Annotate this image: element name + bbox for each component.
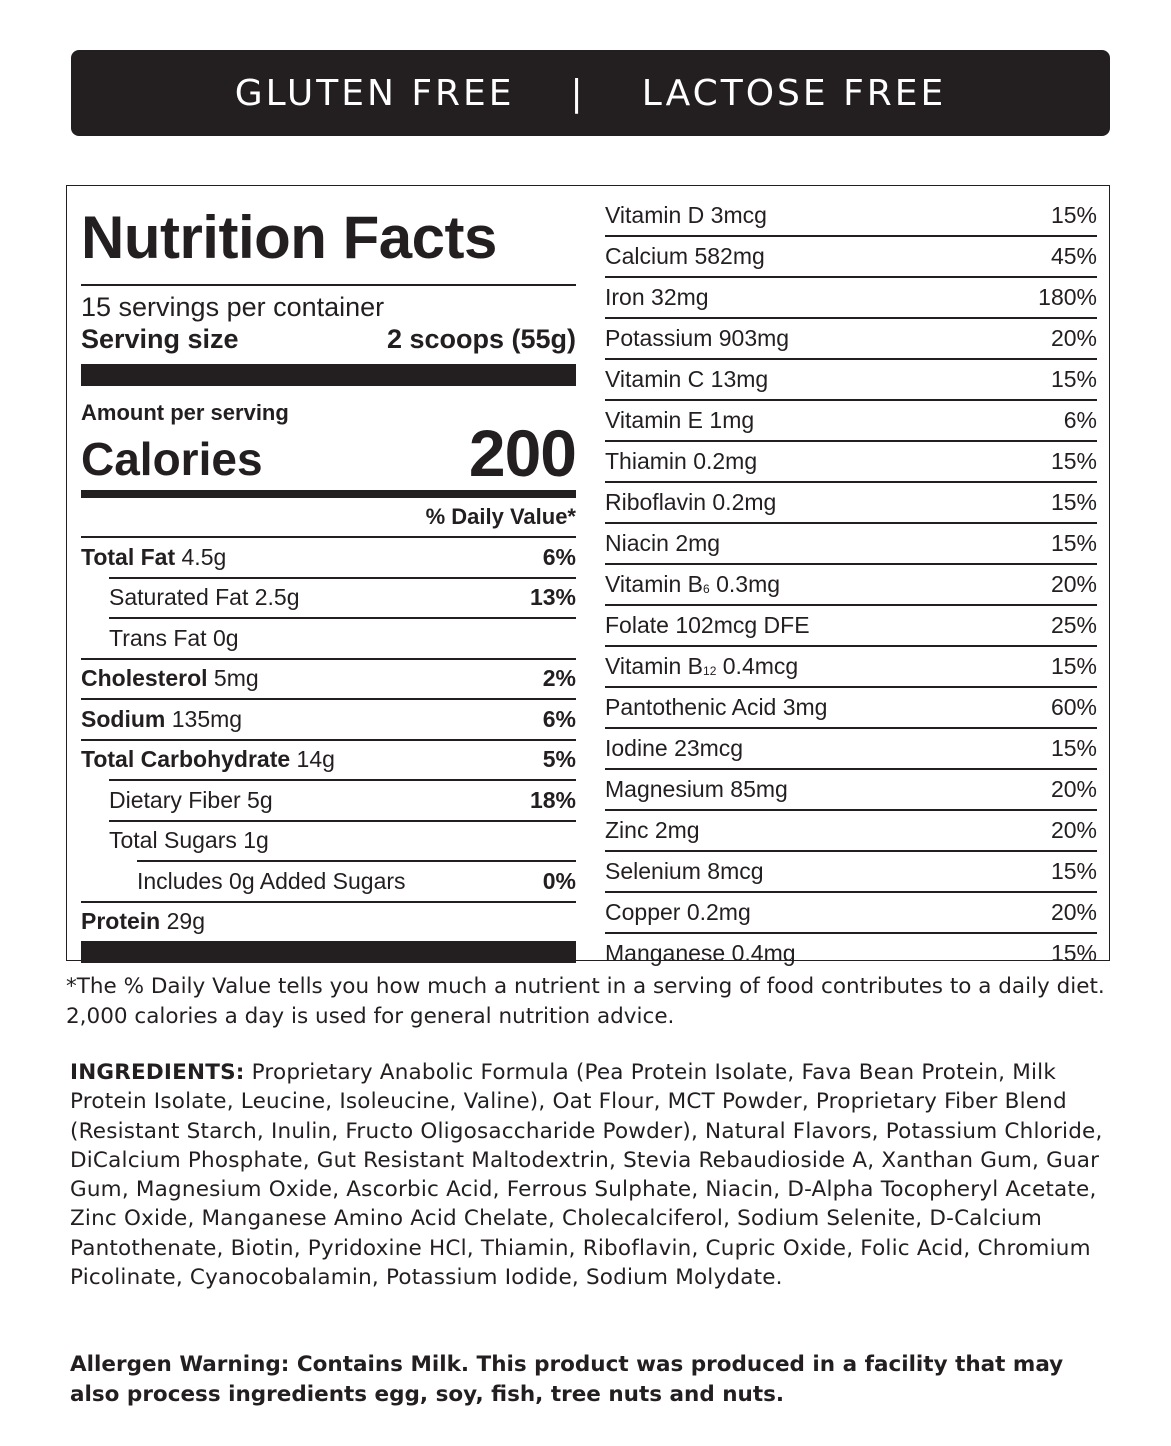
vitamin-dv: 15% xyxy=(1050,940,1097,966)
nutrient-amount: 2.5g xyxy=(254,584,300,611)
vitamin-name: Selenium xyxy=(605,858,701,884)
nutrient-name: Total Sugars xyxy=(109,827,237,854)
vitamin-amount: 3mcg xyxy=(710,202,767,228)
nutrient-amount: 29g xyxy=(166,908,205,935)
vitamin-name: Iodine xyxy=(605,735,668,761)
claims-banner xyxy=(71,50,1110,136)
nutrient-dv: 2% xyxy=(542,665,576,692)
nutrient-row-total-sugars xyxy=(109,820,576,861)
daily-value-footnote: *The % Daily Value tells you how much a nutrient in a serving of food contributes to a daily diet. 2,000 calories a day is used for general nutrition advice. xyxy=(66,974,1105,1029)
vitamin-dv: 15% xyxy=(1050,858,1097,884)
nutrient-amount: 5mg xyxy=(213,665,259,692)
vitamin-name: Niacin xyxy=(605,530,669,556)
nutrient-name: Total Fat xyxy=(81,543,176,570)
serving-size-row xyxy=(81,322,576,356)
nutrient-row-total-fat xyxy=(81,536,576,577)
nutrient-row-saturated-fat xyxy=(109,577,576,618)
nutrient-row-protein xyxy=(81,901,576,942)
vitamin-name: Vitamin B xyxy=(605,653,704,679)
vitamin-dv: 60% xyxy=(1050,694,1097,720)
vitamin-name: Magnesium xyxy=(605,776,724,802)
vitamin-dv: 20% xyxy=(1050,899,1097,925)
serving-size-label: Serving size xyxy=(81,324,239,354)
ingredients-label: INGREDIENTS: xyxy=(70,1060,245,1085)
vitamin-name: Calcium xyxy=(605,243,689,269)
vitamin-row xyxy=(605,770,1097,811)
nutrition-facts-panel xyxy=(81,186,576,963)
vitamin-subscript: 12 xyxy=(703,664,717,678)
ingredients-text: Proprietary Anabolic Formula (Pea Protein Isolate, Fava Bean Protein, Milk Protein Isolate, Leucine, Isoleucine, Valine), Oat Flour, MCT Powder, Proprietary Fiber Blend (Resistant Starch, Inulin, Fructo Oligosaccharide Powder), Natural Flavors, Potassium Chloride, DiCalcium Phosphate, Gut Resistant Maltodextrin, Stevia Rebaudioside A, Xanthan Gum, Guar Gum, Magnesium Oxide, Ascorbic Acid, Ferrous Sulphate, Niacin, D-Alpha Tocopheryl Acetate, Zinc Oxide, Manganese Amino Acid Chelate, Cholecalciferol, Sodium Selenite, D-Calcium Pantothenate, Biotin, Pyridoxine HCl, Thiamin, Riboflavin, Cupric Oxide, Folic Acid, Chromium Picolinate, Cyanocobalamin, Potassium Iodide, Sodium Molydate. xyxy=(70,1060,1103,1291)
vitamin-row xyxy=(605,688,1097,729)
nutrient-name: Trans Fat xyxy=(109,624,207,651)
servings-per-container: 15 servings per container xyxy=(81,292,385,322)
lactose-free-claim: LACTOSE FREE xyxy=(641,72,947,114)
vitamin-dv: 15% xyxy=(1050,653,1097,679)
vitamin-dv: 15% xyxy=(1050,202,1097,228)
vitamin-row xyxy=(605,729,1097,770)
nutrient-name: Saturated Fat xyxy=(109,584,249,611)
vitamin-name: Copper xyxy=(605,899,681,925)
nutrition-label xyxy=(66,185,1110,966)
vitamin-name: Vitamin C xyxy=(605,366,705,392)
vitamin-dv: 20% xyxy=(1050,325,1097,351)
nutrient-amount: 4.5g xyxy=(181,543,227,570)
nutrient-name: Includes 0g Added Sugars xyxy=(137,867,406,894)
vitamin-row xyxy=(605,606,1097,647)
nutrient-row-cholesterol xyxy=(81,658,576,699)
nutrient-dv: 6% xyxy=(542,705,576,732)
amount-per-serving: Amount per serving xyxy=(81,400,289,425)
vitamin-amount: 2mg xyxy=(654,817,700,843)
vitamins-minerals-panel xyxy=(605,196,1097,973)
vitamin-row xyxy=(605,483,1097,524)
vitamin-dv: 6% xyxy=(1063,407,1097,433)
vitamin-dv: 25% xyxy=(1050,612,1097,638)
nutrient-name: Sodium xyxy=(81,705,166,732)
vitamin-amount: 0.2mg xyxy=(686,899,751,925)
vitamin-name: Thiamin xyxy=(605,448,687,474)
nutrient-name: Dietary Fiber xyxy=(109,786,241,813)
vitamin-amount: 23mcg xyxy=(674,735,744,761)
vitamin-amount: 903mg xyxy=(718,325,790,351)
vitamin-dv: 20% xyxy=(1050,817,1097,843)
vitamin-name: Vitamin D xyxy=(605,202,705,228)
vitamin-amount: 0.4mg xyxy=(731,940,796,966)
calories-row xyxy=(81,416,576,490)
nutrient-row-trans-fat xyxy=(109,617,576,658)
nutrient-amount: 135mg xyxy=(171,705,243,732)
nutrition-facts-title: Nutrition Facts xyxy=(81,204,497,271)
vitamin-row xyxy=(605,852,1097,893)
vitamin-name: Zinc xyxy=(605,817,649,843)
vitamin-dv: 15% xyxy=(1050,489,1097,515)
vitamin-name: Folate xyxy=(605,612,669,638)
vitamin-name: Vitamin E xyxy=(605,407,704,433)
divider xyxy=(81,284,576,286)
vitamin-dv: 20% xyxy=(1050,776,1097,802)
vitamin-amount: 0.2mg xyxy=(712,489,777,515)
vitamin-name: Iron xyxy=(605,284,645,310)
nutrient-name: Cholesterol xyxy=(81,665,208,692)
nutrient-row-sodium xyxy=(81,698,576,739)
nutrient-amount: 14g xyxy=(296,746,335,773)
nutrient-amount: 1g xyxy=(243,827,269,854)
vitamin-amount: 8mcg xyxy=(707,858,764,884)
vitamin-row xyxy=(605,278,1097,319)
nutrient-dv: 13% xyxy=(529,584,576,611)
ingredients-statement xyxy=(70,1058,1130,1292)
vitamin-amount: 32mg xyxy=(651,284,709,310)
vitamin-amount: 0.3mg xyxy=(716,571,781,597)
gluten-free-claim: GLUTEN FREE xyxy=(234,72,515,114)
vitamin-amount: 102mcg DFE xyxy=(675,612,810,638)
nutrient-amount: 0g xyxy=(212,624,239,651)
medium-divider xyxy=(81,490,576,498)
vitamin-name: Pantothenic Acid xyxy=(605,694,777,720)
vitamin-dv: 20% xyxy=(1050,571,1097,597)
vitamin-name: Vitamin B xyxy=(605,571,704,597)
calories-label: Calories xyxy=(81,433,263,485)
vitamin-amount: 2mg xyxy=(675,530,721,556)
vitamin-row xyxy=(605,524,1097,565)
nutrient-row-added-sugars xyxy=(137,860,576,901)
vitamin-dv: 15% xyxy=(1050,448,1097,474)
vitamin-row xyxy=(605,893,1097,934)
vitamin-dv: 15% xyxy=(1050,366,1097,392)
nutrient-row-total-carbohydrate xyxy=(81,739,576,780)
vitamin-amount: 3mg xyxy=(782,694,828,720)
vitamin-dv: 180% xyxy=(1038,284,1097,310)
vitamin-amount: 85mg xyxy=(730,776,788,802)
bottom-thick-divider xyxy=(81,941,576,963)
calories-value: 200 xyxy=(468,416,576,490)
vitamin-row xyxy=(605,360,1097,401)
vitamin-row xyxy=(605,647,1097,688)
vitamin-row xyxy=(605,934,1097,973)
vitamin-subscript: 6 xyxy=(703,582,710,596)
nutrient-amount: 5g xyxy=(247,786,273,813)
vitamin-dv: 15% xyxy=(1050,530,1097,556)
allergen-warning: Allergen Warning: Contains Milk. This product was produced in a facility that may also process ingredients egg, soy, fish, tree nuts and nuts. xyxy=(70,1352,1064,1407)
vitamin-amount: 0.2mg xyxy=(693,448,758,474)
vitamin-row xyxy=(605,442,1097,483)
vitamin-row xyxy=(605,811,1097,852)
vitamin-name: Manganese xyxy=(605,940,726,966)
nutrient-dv: 0% xyxy=(542,867,576,894)
banner-separator: | xyxy=(570,72,586,114)
nutrient-name: Total Carbohydrate xyxy=(81,746,291,773)
vitamin-name: Riboflavin xyxy=(605,489,706,515)
vitamin-row xyxy=(605,237,1097,278)
vitamin-amount: 0.4mcg xyxy=(722,653,799,679)
daily-value-header: % Daily Value* xyxy=(425,504,576,529)
thick-divider xyxy=(81,364,576,386)
nutrient-name: Protein xyxy=(81,908,161,935)
vitamin-name: Potassium xyxy=(605,325,713,351)
vitamin-row xyxy=(605,196,1097,237)
vitamin-row xyxy=(605,565,1097,606)
vitamin-dv: 45% xyxy=(1050,243,1097,269)
vitamin-amount: 13mg xyxy=(710,366,769,392)
nutrient-row-dietary-fiber xyxy=(109,779,576,820)
vitamin-amount: 1mg xyxy=(709,407,755,433)
vitamin-amount: 582mg xyxy=(694,243,765,269)
vitamin-row xyxy=(605,319,1097,360)
nutrient-dv: 6% xyxy=(542,543,576,570)
nutrient-dv: 5% xyxy=(542,746,576,773)
vitamin-dv: 15% xyxy=(1050,735,1097,761)
serving-size-value: 2 scoops (55g) xyxy=(386,324,576,354)
nutrient-dv: 18% xyxy=(529,786,576,813)
vitamin-row xyxy=(605,401,1097,442)
